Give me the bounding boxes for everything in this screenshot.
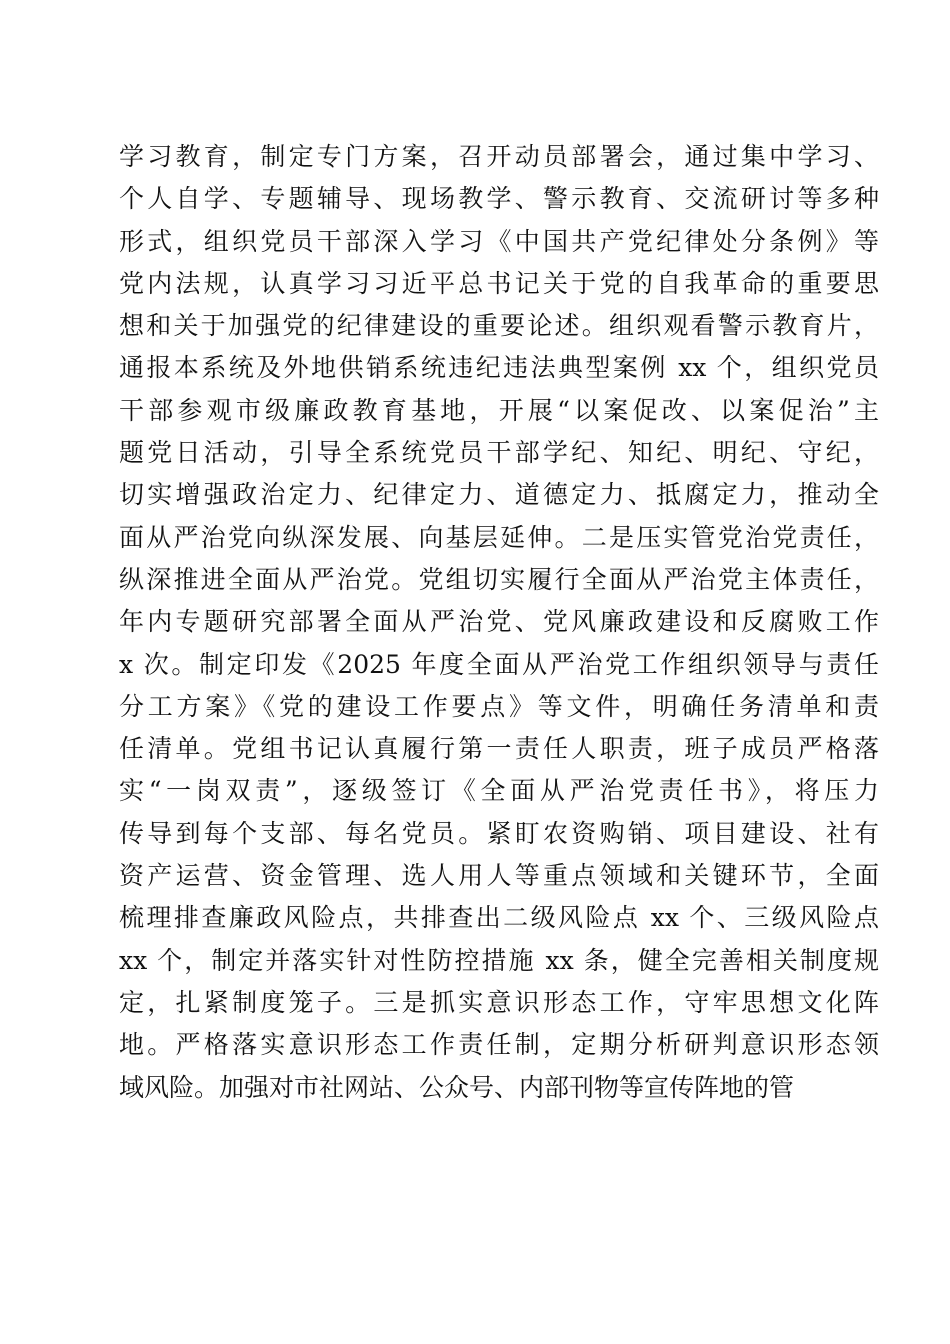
text-line: 切实增强政治定力、纪律定力、道德定力、抵腐定力，推动全 <box>119 480 879 510</box>
body-text <box>119 136 879 1109</box>
text-line: 域风险。加强对市社网站、公众号、内部刊物等宣传阵地的管 <box>119 1072 795 1102</box>
text-line: 干部参观市级廉政教育基地，开展“以案促改、以案促治”主 <box>119 395 879 425</box>
text-line: 通报本系统及外地供销系统违纪违法典型案例 xx 个，组织党员 <box>119 353 879 383</box>
text-line: 地。严格落实意识形态工作责任制，定期分析研判意识形态领 <box>119 1030 879 1060</box>
text-line: 个人自学、专题辅导、现场教学、警示教育、交流研讨等多种 <box>119 184 879 214</box>
text-line: 分工方案》《党的建设工作要点》等文件，明确任务清单和责 <box>119 691 879 721</box>
text-line: 任清单。党组书记认真履行第一责任人职责，班子成员严格落 <box>119 734 879 764</box>
text-line: xx 个，制定并落实针对性防控措施 xx 条，健全完善相关制度规 <box>119 945 879 975</box>
text-line: 题党日活动，引导全系统党员干部学纪、知纪、明纪、守纪， <box>119 438 879 468</box>
text-line: 学习教育，制定专门方案，召开动员部署会，通过集中学习、 <box>119 142 879 171</box>
text-line: 面从严治党向纵深发展、向基层延伸。二是压实管党治党责任， <box>119 522 879 552</box>
text-line: x 次。制定印发《2025 年度全面从严治党工作组织领导与责任 <box>119 649 879 679</box>
text-line: 纵深推进全面从严治党。党组切实履行全面从严治党主体责任， <box>119 564 879 594</box>
text-line: 想和关于加强党的纪律建设的重要论述。组织观看警示教育片， <box>119 311 879 341</box>
text-line: 梳理排查廉政风险点，共排查出二级风险点 xx 个、三级风险点 <box>119 903 879 933</box>
text-line: 实“一岗双责”，逐级签订《全面从严治党责任书》，将压力 <box>119 776 879 806</box>
text-line: 党内法规，认真学习习近平总书记关于党的自我革命的重要思 <box>119 268 879 298</box>
text-line: 年内专题研究部署全面从严治党、党风廉政建设和反腐败工作 <box>119 607 879 637</box>
text-line: 资产运营、资金管理、选人用人等重点领域和关键环节，全面 <box>119 861 879 891</box>
text-line: 传导到每个支部、每名党员。紧盯农资购销、项目建设、社有 <box>119 818 879 848</box>
text-line: 形式，组织党员干部深入学习《中国共产党纪律处分条例》等 <box>119 226 879 256</box>
text-line: 定，扎紧制度笼子。三是抓实意识形态工作，守牢思想文化阵 <box>119 987 879 1017</box>
